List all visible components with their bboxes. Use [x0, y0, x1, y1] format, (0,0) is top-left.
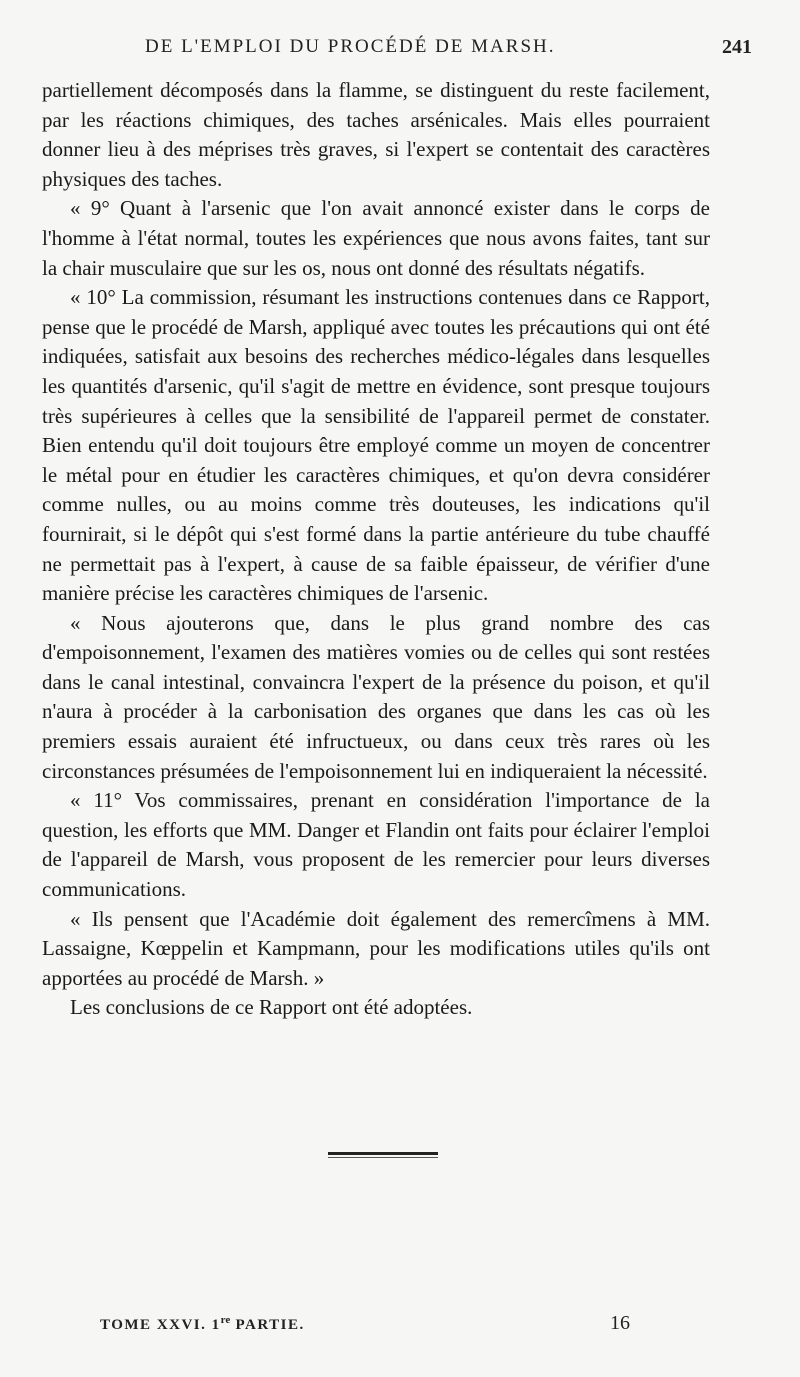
signature-mark-sup: re [220, 1314, 231, 1326]
page-number: 241 [722, 36, 752, 58]
paragraph-item-10: « 10° La commission, résumant les instructions contenues dans ce Rapport, pense que le procédé de Marsh, appliqué avec toutes les précautions qui ont été indiquées, satisfait aux besoins des recherches médico-légales dans lesquelles les quantités d'arsenic, qu'il s'agit de mettre en évidence, sont presque toujours très supérieures à celles que la sensibilité de l'appareil permet de constater. Bien entendu qu'il doit toujours être employé comme un moyen de concentrer le métal pour en étudier les caractères chimiques, et qu'on devra considérer comme nulles, ou au moins comme très douteuses, les indications qu'il fournirait, si le dépôt qui s'est formé dans la partie antérieure du tube chauffé ne permettait pas à l'expert, à cause de sa faible épaisseur, de vérifier d'une manière précise les caractères chimiques de l'arsenic. [42, 285, 710, 606]
paragraph-item-9: « 9° Quant à l'arsenic que l'on avait annoncé exister dans le corps de l'homme à l'état normal, toutes les expériences que nous avons faites, tant sur la chair musculaire que sur les os, nous ont donné des résultats négatifs. [42, 196, 710, 280]
body-text [42, 76, 710, 1023]
signature-number: 16 [610, 1312, 630, 1334]
paragraph-conclusion: Les conclusions de ce Rapport ont été adoptées. [70, 995, 473, 1020]
paragraph-continuation: partiellement décomposés dans la flamme, se distinguent du reste facilement, par les réactions chimiques, des taches arsénicales. Mais elles pourraient donner lieu à des méprises très graves, si l'expert se contentait des caractères physiques des taches. [42, 78, 710, 191]
paragraph-thanks: « Ils pensent que l'Académie doit également des remercîmens à MM. Lassaigne, Kœppelin et Kampmann, pour les modifications utiles qu'ils ont apportées au procédé de Marsh. » [42, 906, 710, 990]
page-header [40, 30, 752, 70]
signature-mark-suffix: PARTIE. [230, 1317, 305, 1333]
page-footer [100, 1314, 630, 1344]
paragraph-item-11: « 11° Vos commissaires, prenant en considération l'importance de la question, les efforts que MM. Danger et Flandin ont faits pour éclairer l'emploi de l'appareil de Marsh, vous proposent de les remercier pour leurs diverses communications. [42, 788, 710, 902]
signature-mark-prefix: TOME XXVI. 1 [100, 1317, 221, 1333]
signature-mark [100, 1314, 305, 1334]
paragraph-addendum: « Nous ajouterons que, dans le plus grand nombre des cas d'empoisonnement, l'examen des matières vomies ou de celles qui sont restées dans le canal intestinal, convaincra l'expert de la présence du poison, et qu'il n'aura à procéder à la carbonisation des organes que dans les cas où les premiers essais auraient été infructueux, ou dans ceux très rares où les circonstances présumées de l'empoisonnement lui en indiqueraient la nécessité. [42, 610, 710, 783]
running-title: DE L'EMPLOI DU PROCÉDÉ DE MARSH. [145, 36, 556, 57]
section-end-rule [328, 1152, 438, 1155]
